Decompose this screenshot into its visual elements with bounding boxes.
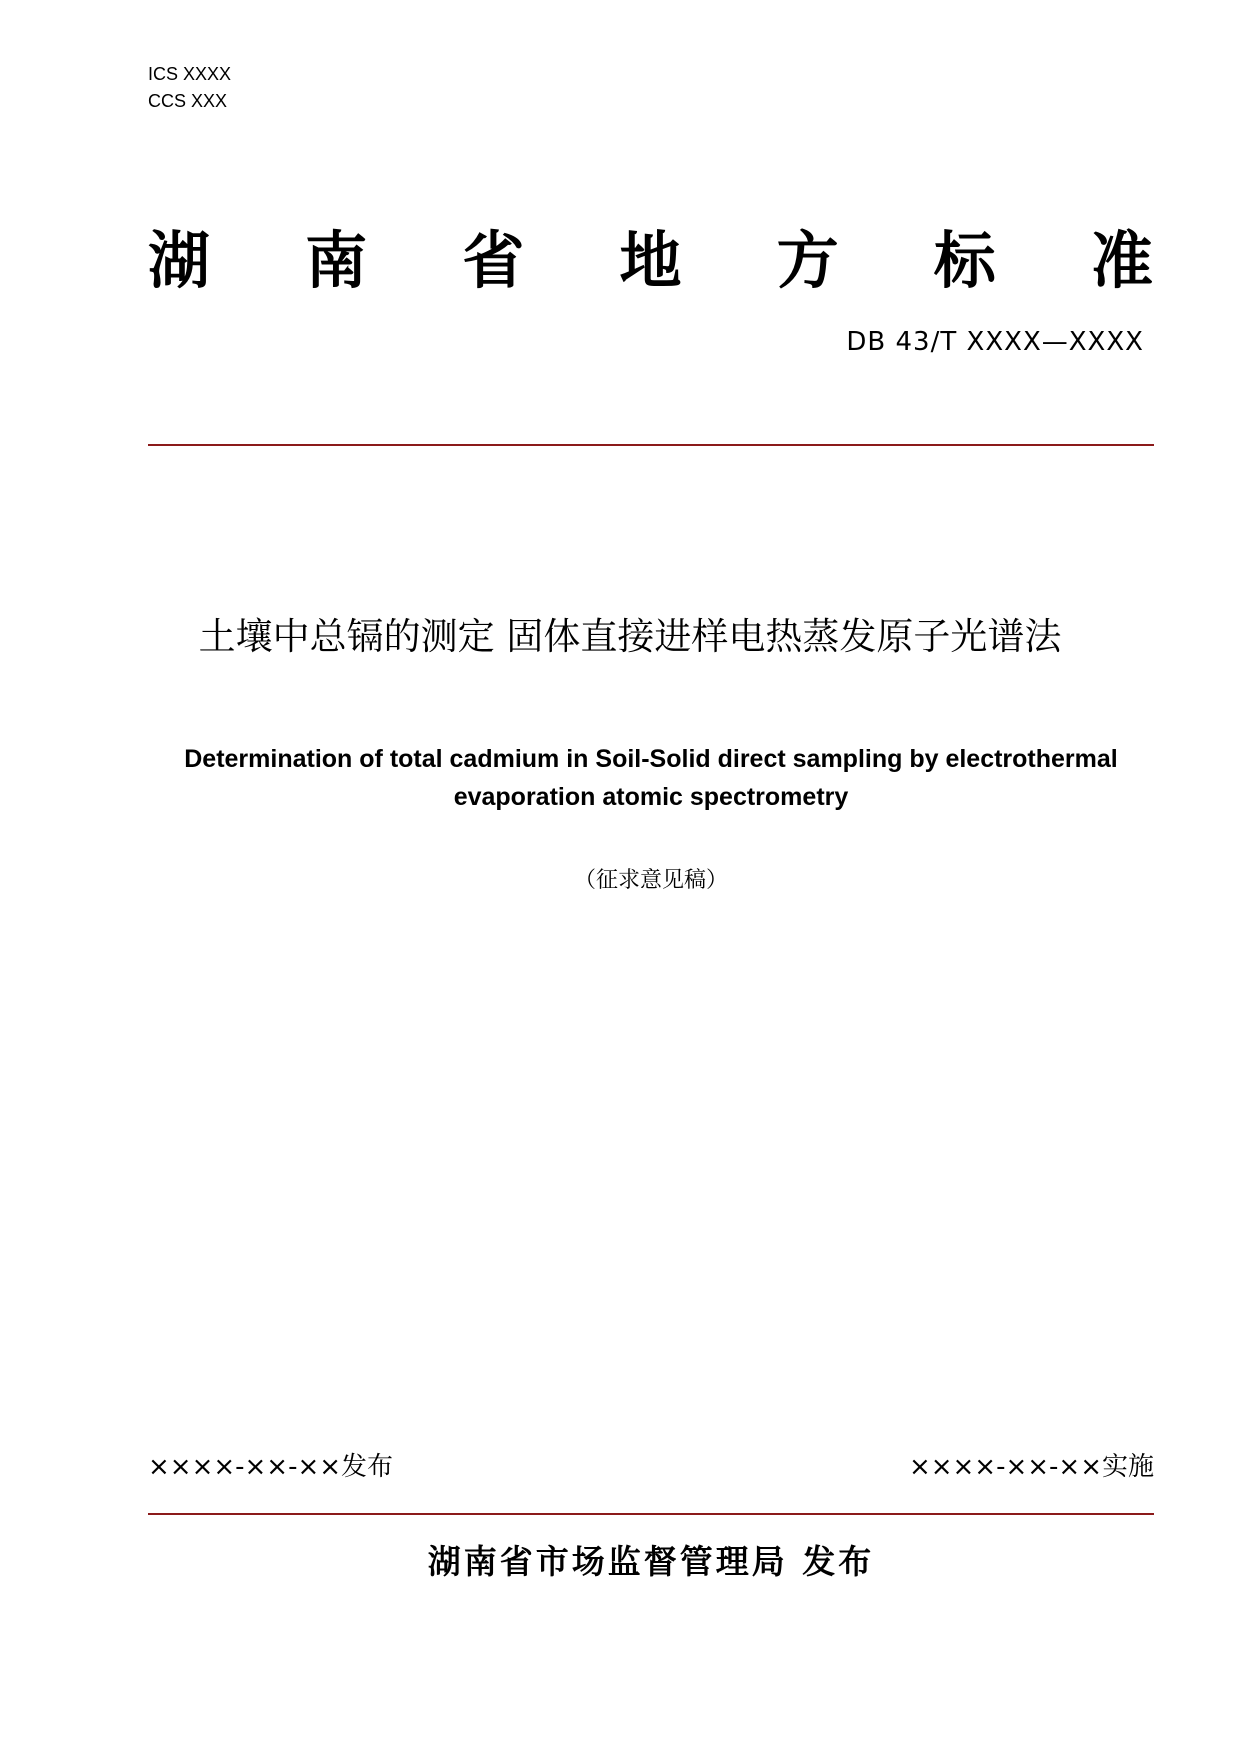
implement-date: ××××-××-××实施 xyxy=(908,1452,1154,1482)
title-english-line: evaporation atomic spectrometry xyxy=(453,783,849,811)
standard-type-title xyxy=(148,222,1153,300)
title-english xyxy=(148,740,1154,816)
publish-date: ××××-××-××发布 xyxy=(148,1452,394,1482)
title-chinese: 土壤中总镉的测定 固体直接进样电热蒸发原子光谱法 xyxy=(198,615,1062,658)
standard-type-char: 南 xyxy=(305,224,368,297)
issuing-authority: 湖南省市场监督管理局 发布 xyxy=(427,1542,875,1581)
standard-number: DB 43/T XXXX—XXXX xyxy=(846,327,1144,357)
standard-type-char: 标 xyxy=(933,224,996,297)
standard-type-char: 准 xyxy=(1090,224,1153,297)
ics-code: ICS XXXX xyxy=(148,64,232,84)
bottom-divider xyxy=(148,1513,1154,1515)
standard-type-char: 地 xyxy=(619,224,682,297)
ccs-code: CCS XXX xyxy=(148,91,228,111)
top-divider xyxy=(148,444,1154,446)
standard-type-char: 方 xyxy=(776,224,839,297)
draft-status: （征求意见稿） xyxy=(573,868,728,893)
standard-type-char: 省 xyxy=(462,224,525,297)
title-english-line: Determination of total cadmium in Soil-Solid direct sampling by electrothermal xyxy=(184,745,1118,773)
standard-type-char: 湖 xyxy=(148,224,211,297)
